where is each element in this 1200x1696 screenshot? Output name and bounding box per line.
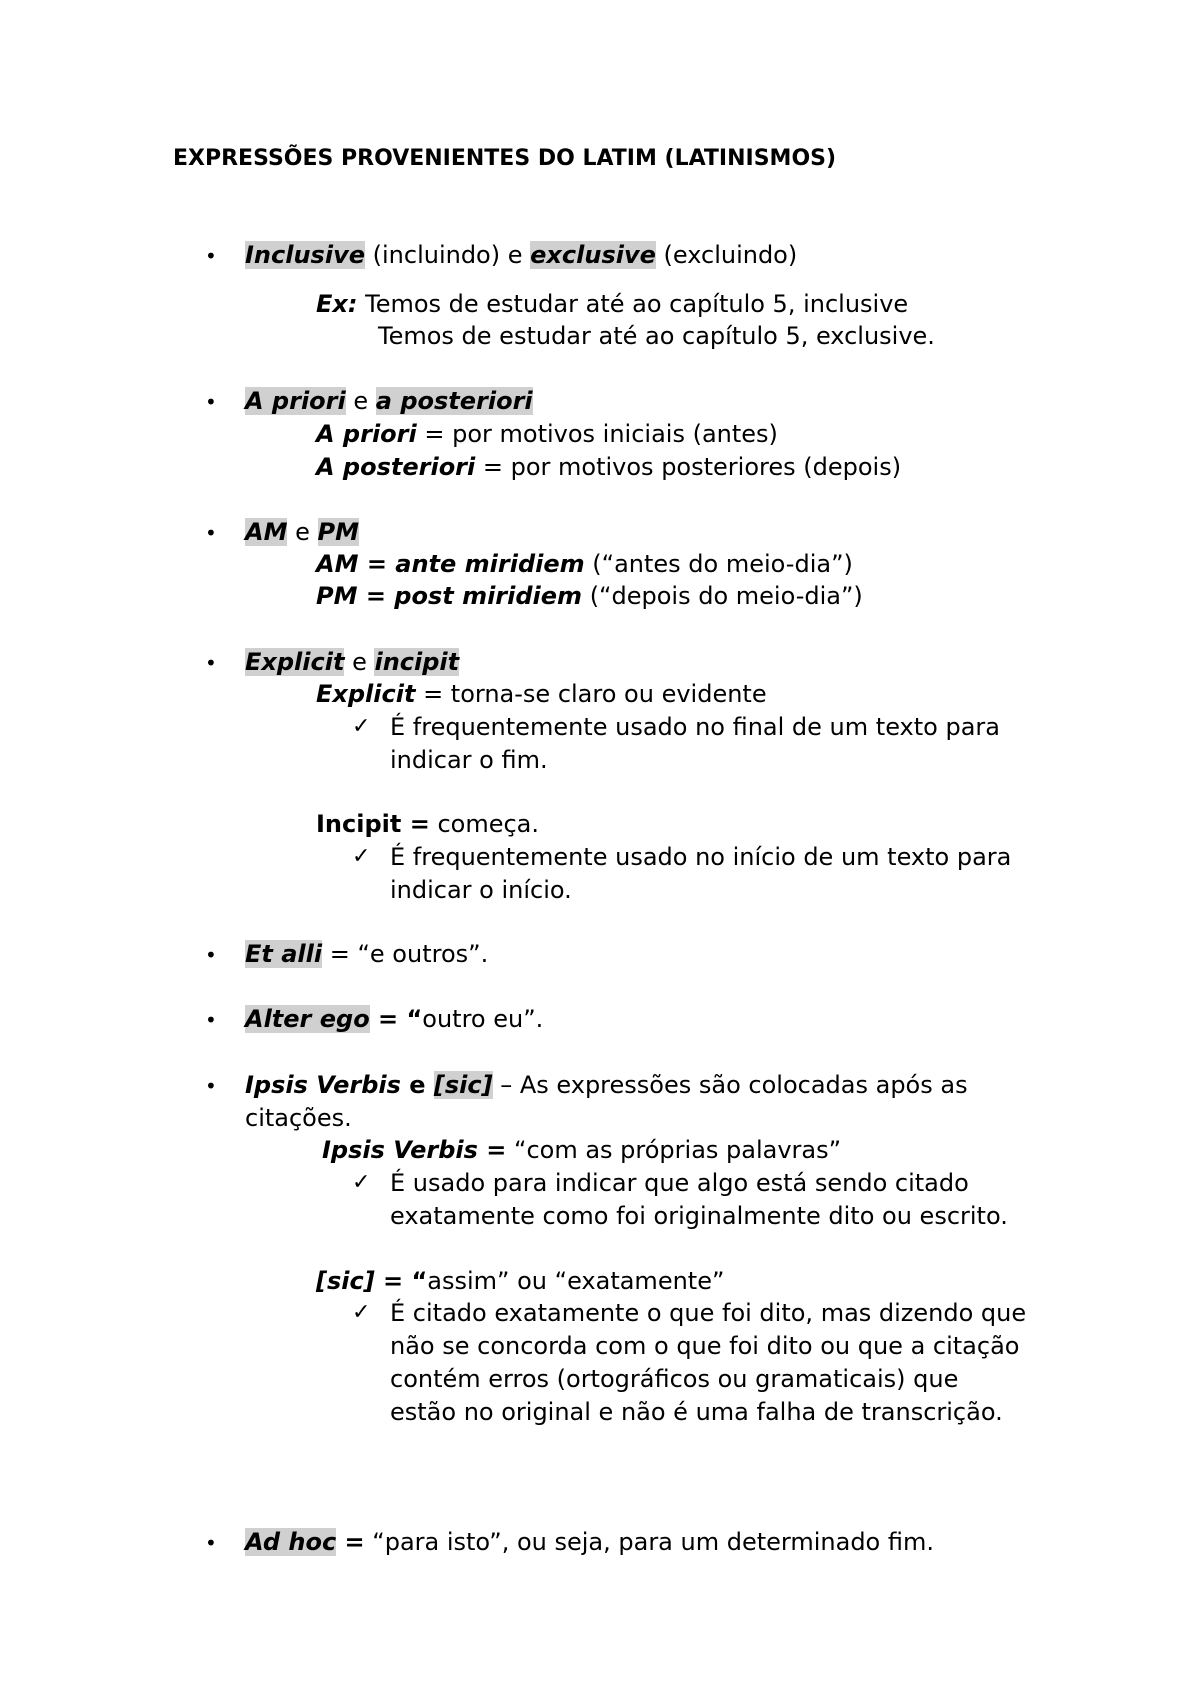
definition-ipsis-verbis: Ipsis Verbis = “com as próprias palavras” xyxy=(322,1136,842,1164)
list-item-explicit: Explicit e incipit xyxy=(245,648,460,676)
bullet-icon: • xyxy=(205,390,217,414)
example-line-1: Ex: Temos de estudar até ao capítulo 5, inclusive xyxy=(316,290,909,318)
bullet-icon: • xyxy=(205,1531,217,1555)
note-line: É frequentemente usado no início de um texto para xyxy=(390,843,1012,871)
note-line: indicar o início. xyxy=(390,876,572,904)
checkmark-icon: ✓ xyxy=(352,844,371,869)
bullet-icon: • xyxy=(205,1008,217,1032)
definition-sic: [sic] = “assim” ou “exatamente” xyxy=(316,1267,725,1295)
bullet-icon: • xyxy=(205,943,217,967)
checkmark-icon: ✓ xyxy=(352,1300,371,1325)
checkmark-icon: ✓ xyxy=(352,1170,371,1195)
list-item-et-alli: Et alli = “e outros”. xyxy=(245,940,489,968)
note-line: não se concorda com o que foi dito ou que a citação xyxy=(390,1332,1020,1360)
bullet-icon: • xyxy=(205,1074,217,1098)
definition-pm: PM = post miridiem (“depois do meio-dia”) xyxy=(316,582,863,610)
definition-am: AM = ante miridiem (“antes do meio-dia”) xyxy=(316,550,853,578)
list-item-ad-hoc: Ad hoc = “para isto”, ou seja, para um determinado fim. xyxy=(245,1528,934,1556)
bullet-icon: • xyxy=(205,521,217,545)
list-item-ipsis-verbis: Ipsis Verbis e [sic] – As expressões são colocadas após as xyxy=(245,1071,968,1099)
bullet-icon: • xyxy=(205,651,217,675)
list-item-am-pm: AM e PM xyxy=(245,518,359,546)
note-line: É frequentemente usado no final de um texto para xyxy=(390,713,1000,741)
list-item-a-priori: A priori e a posteriori xyxy=(245,387,533,415)
note-line: É citado exatamente o que foi dito, mas dizendo que xyxy=(390,1299,1027,1327)
list-item-alter-ego: Alter ego = “outro eu”. xyxy=(245,1005,544,1033)
example-line-2: Temos de estudar até ao capítulo 5, exclusive. xyxy=(378,322,935,350)
note-line: exatamente como foi originalmente dito ou escrito. xyxy=(390,1202,1008,1230)
definition-incipit: Incipit = começa. xyxy=(316,810,539,838)
definition-a-posteriori: A posteriori = por motivos posteriores (depois) xyxy=(316,453,902,481)
definition-explicit: Explicit = torna-se claro ou evidente xyxy=(316,680,767,708)
bullet-icon: • xyxy=(205,244,217,268)
term-exclusive: exclusive xyxy=(530,241,656,269)
list-item-continuation: citações. xyxy=(245,1104,352,1132)
term-inclusive: Inclusive xyxy=(245,241,365,269)
note-line: indicar o fim. xyxy=(390,746,548,774)
note-line: contém erros (ortográficos ou gramaticais) que xyxy=(390,1365,959,1393)
page-title: EXPRESSÕES PROVENIENTES DO LATIM (LATINISMOS) xyxy=(173,146,837,171)
note-line: estão no original e não é uma falha de transcrição. xyxy=(390,1398,1003,1426)
checkmark-icon: ✓ xyxy=(352,714,371,739)
definition-a-priori: A priori = por motivos iniciais (antes) xyxy=(316,420,778,448)
note-line: É usado para indicar que algo está sendo citado xyxy=(390,1169,969,1197)
list-item-inclusive: Inclusive (incluindo) e exclusive (excluindo) xyxy=(245,241,798,269)
